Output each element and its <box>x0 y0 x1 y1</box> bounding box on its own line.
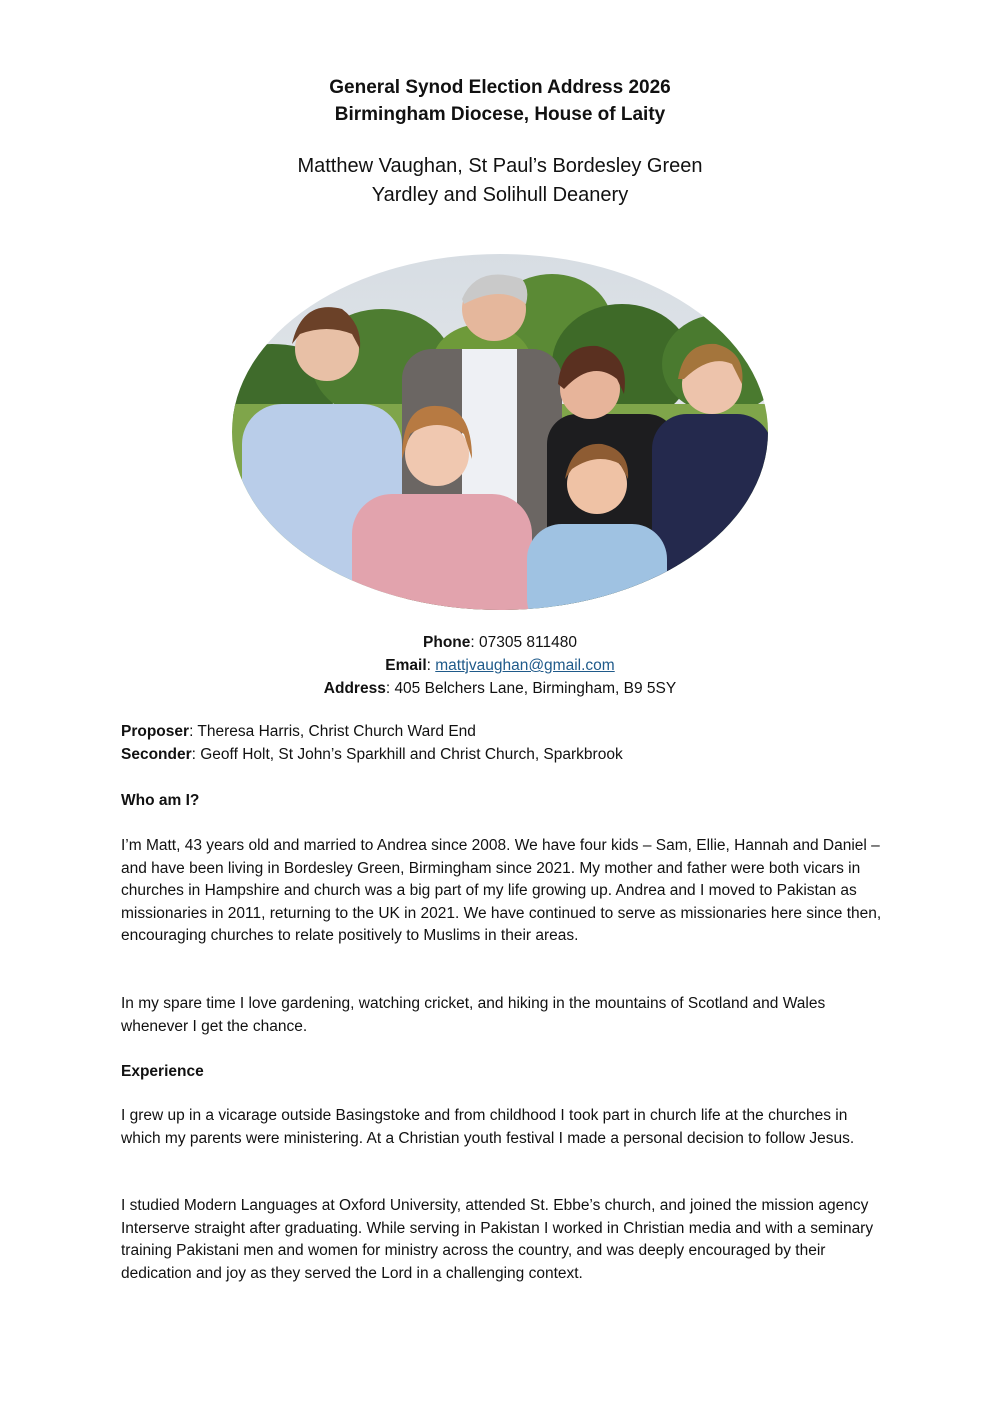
proposer-label: Proposer <box>121 723 190 740</box>
phone-line <box>0 631 1000 654</box>
who-paragraph-2: In my spare time I love gardening, watching cricket, and hiking in the mountains of Scotland and Wales whenever I get the chance. <box>121 995 826 1035</box>
experience-paragraph-2: I studied Modern Languages at Oxford University, attended St. Ebbe’s church, and joined the mission agency Interserve straight after graduating. While serving in Pakistan I worked in Christian media and with a seminary training Pakistani men and women for ministry across the country, and was deeply encouraged by their dedication and joy as they served the Lord in a challenging context. <box>121 1197 874 1282</box>
experience-paragraph-1: I grew up in a vicarage outside Basingstoke and from childhood I took part in church life at the churches in which my parents were ministering. At a Christian youth festival I made a personal decision to follow Jesus. <box>121 1107 855 1147</box>
who-am-i-heading: Who am I? <box>121 792 200 809</box>
phone-value: : 07305 811480 <box>470 634 577 651</box>
proposer-line <box>121 721 891 744</box>
email-separator: : <box>426 657 436 674</box>
seconder-label: Seconder <box>121 746 192 763</box>
seconder-value: : Geoff Holt, St John’s Sparkhill and Christ Church, Sparkbrook <box>191 746 623 763</box>
candidate-deanery: Yardley and Solihull Deanery <box>371 184 629 206</box>
family-photo <box>232 254 768 610</box>
seconder-line <box>121 744 891 767</box>
who-paragraph-1: I’m Matt, 43 years old and married to Andrea since 2008. We have four kids – Sam, Ellie, Hannah and Daniel – and have been living in Bordesley Green, Birmingham since 2021. My mother and father were both vicars in churches in Hampshire and church was a big part of my life growing up. Andrea and I moved to Pakistan as missionaries in 2011, returning to the UK in 2021. We have continued to serve as missionaries here since then, encouraging churches to relate positively to Muslims in their areas. <box>121 837 882 945</box>
proposer-value: : Theresa Harris, Christ Church Ward End <box>189 723 476 740</box>
document-title: General Synod Election Address 2026 <box>329 77 671 98</box>
email-link[interactable]: mattjvaughan@gmail.com <box>435 657 615 674</box>
candidate-name: Matthew Vaughan, St Paul’s Bordesley Green <box>297 155 703 177</box>
address-value: : 405 Belchers Lane, Birmingham, B9 5SY <box>385 680 677 697</box>
phone-label: Phone <box>423 634 471 651</box>
email-line <box>0 654 1000 677</box>
email-label: Email <box>385 657 427 674</box>
address-label: Address <box>323 680 386 697</box>
address-line <box>0 677 1000 700</box>
document-subtitle: Birmingham Diocese, House of Laity <box>334 104 666 125</box>
experience-heading: Experience <box>121 1063 204 1080</box>
